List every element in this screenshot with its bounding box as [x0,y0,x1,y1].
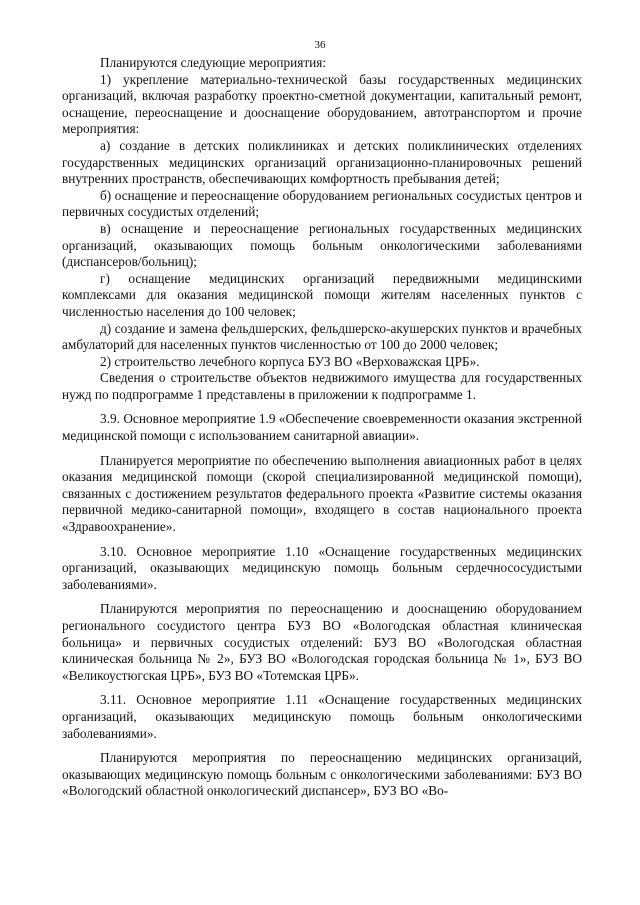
section-heading-3-9: 3.9. Основное мероприятие 1.9 «Обеспечение своевременности оказания экстренной медицинской помощи с использованием санитарной авиации». [62,411,582,444]
paragraph-item-1d: г) оснащение медицинских организаций передвижными медицинскими комплексами для оказания медицинской помощи жителям населенных пунктов с численностью населения до 100 человек; [62,270,582,319]
paragraph-aviation: Планируется мероприятие по обеспечению выполнения авиационных работ в целях оказания медицинской помощи (скорой специализированной медицинской помощи), связанных с достижением результатов федерального проекта «Развитие системы оказания первичной медико-санитарной помощи», входящего в состав национального проекта «Здравоохранение». [62,452,582,535]
section-heading-3-10: 3.10. Основное мероприятие 1.10 «Оснащение государственных медицинских организаций, оказывающих медицинскую помощь больным сердечнососудистыми заболеваниями». [62,543,582,592]
paragraph-item-2: 2) строительство лечебного корпуса БУЗ ВО «Верховажская ЦРБ». [100,353,480,369]
paragraph-item-1: 1) укрепление материально-технической базы государственных медицинских организаций, включая разработку проектно-сметной документации, капитальный ремонт, оснащение, переоснащение и дооснащение оборудованием, автотранспортом и прочие мероприятия: [62,71,582,137]
paragraph-item-1c: в) оснащение и переоснащение региональных государственных медицинских организаций, оказывающих помощь больным онкологическими заболеваниями (диспансеров/больниц); [62,220,582,270]
section-heading-3-11: 3.11. Основное мероприятие 1.11 «Оснащение государственных медицинских организаций, оказывающих медицинскую помощь больным онкологическими заболеваниями». [62,692,582,741]
paragraph-construction-info: Сведения о строительстве объектов недвижимого имущества для государственных нужд по подпрограмме 1 представлены в приложении к подпрограмме 1. [62,370,582,402]
page-number: 36 [314,39,326,51]
paragraph-oncology: Планируются мероприятия по переоснащению медицинских организаций, оказывающих медицинскую помощь больным с онкологическими заболеваниями: БУЗ ВО «Вологодский областной онкологический диспансер», БУЗ ВО «Во- [62,750,582,799]
paragraph-item-1b: б) оснащение и переоснащение оборудованием региональных сосудистых центров и первичных сосудистых отделений; [62,187,582,220]
paragraph-item-1e: д) создание и замена фельдшерских, фельдшерско-акушерских пунктов и врачебных амбулаторий для населенных пунктов численностью от 100 до 2000 человек; [62,320,582,353]
paragraph-intro: Планируются следующие мероприятия: [100,55,327,70]
paragraph-item-1a: а) создание в детских поликлиниках и детских поликлинических отделениях государственных медицинских организаций организационно-планировочных решений внутренних пространств, обеспечивающих комфортность пребывания детей; [62,137,582,187]
paragraph-vascular: Планируются мероприятия по переоснащению и дооснащению оборудованием регионального сосудистого центра БУЗ ВО «Вологодская областная клиническая больница» и первичных сосудистых отделений: БУЗ ВО «Вологодская областная клиническая больница № 2», БУЗ ВО «Вологодская городская больница № 1», БУЗ ВО «Великоустюгская ЦРБ», БУЗ ВО «Тотемская ЦРБ». [62,601,582,683]
document-body [62,55,582,800]
